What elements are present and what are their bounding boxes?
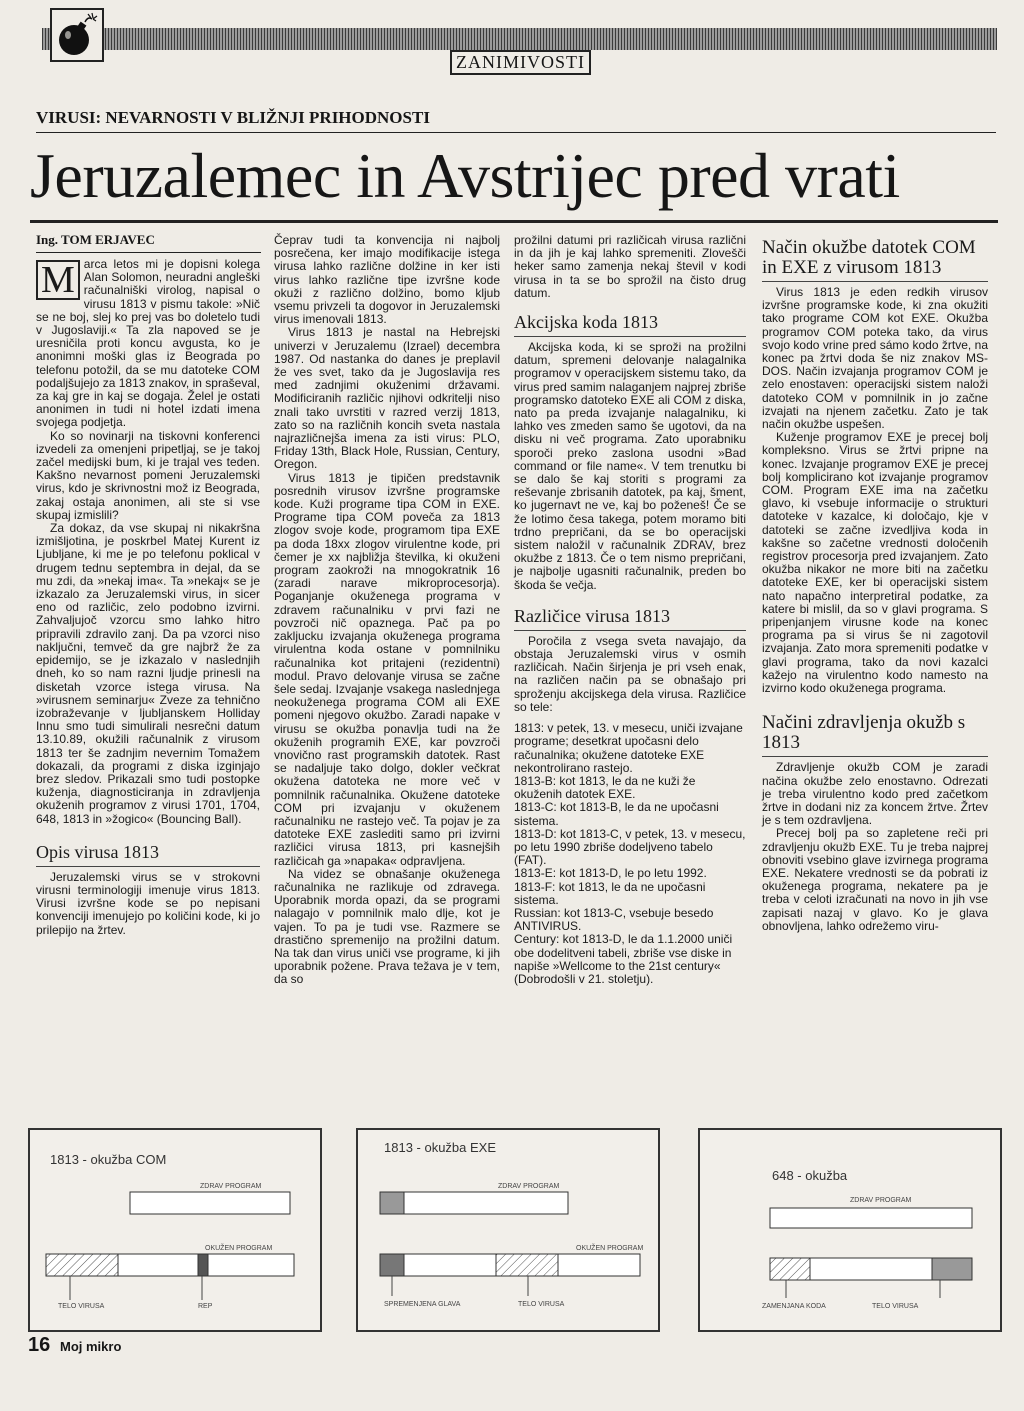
diagram-label: OKUŽEN PROGRAM [576,1245,644,1252]
diagram-label: TELO VIRUSA [58,1303,105,1310]
diagram-label: TELO VIRUSA [872,1303,919,1310]
kicker: VIRUSI: NEVARNOSTI V BLIŽNJI PRIHODNOSTI [36,108,430,127]
variant-item: 1813-C: kot 1813-B, le da ne upočasni sistema. [514,800,719,828]
page-number: 16 [28,1334,51,1356]
diagram-label: ZDRAV PROGRAM [200,1183,262,1190]
paragraph: Kuženje programov EXE je precej bolj kompleksno. Virus se žrtvi pripne na konec. Izvajanje programov EXE je precej bolj komplicirano kot izvajanje programov COM. Program EXE ima na začetku glavo, ki vsebuje informacije o strukturi datoteke v kazalce, ki določajo, kje v datoteki se začne izvedljiva koda in kakšne so začetne vrednosti določenih registrov procesorja pred izvajanjem. Zato okužba nikakor ne more biti na začetku datoteke EXE, ker bi operacijski sistem nato napačno interpretiral podatke, za katere bi mislil, da so v glavi programa. S pripenjanjem virusne kode na konec programa pa si virus še ni zagotovil izvajanja. Zato mora spremeniti podatke v glavi programa, tako da novi kazalci kažejo na virulentno kodo namesto na izvirno kodo okuženega programa. [762,430,988,696]
bomb-icon [50,8,104,62]
kicker-rule [36,132,996,133]
subhead-akcijska: Akcijska koda 1813 [514,312,746,337]
subhead-nacin: Način okužbe datotek COM in EXE z virusom 1813 [762,238,988,282]
paragraph: Akcijska koda, ki se sproži na prožilni datum, spremeni delovanje nalagalnika programov v operacijskem sistemu tako, da virus pred samim nalaganjem najprej zbriše programsko datoteko EXE ali COM z diska, nato pa preda izvajanje nalagalniku, ki lahko ves zmeden samo še ugotovi, da na disku ni več programa. Zato uporabniku sporoči preko zaslona usodni »Bad command or file name«. V tem trenutku bi se dalo še kaj storiti s programi za reševanje zbrisanih datotek, pa kaj, šment, ko jugernavt ne ve, kaj bo poženeš! Če se že lotimo česa takega, potem moramo biti trdno prepričani, da se bo operacijski sistem naložil v računalnik ZDRAV, brez okužbe z 1813. Če o tem nismo prepričani, je najbolje ugasniti računalnik, preden bo škoda še večja. [514,340,746,592]
subhead-opis: Opis virusa 1813 [36,842,260,867]
headline: Jeruzalemec in Avstrijec pred vrati [30,140,900,211]
dropcap: M [36,260,80,300]
paragraph: Virus 1813 je nastal na Hebrejski univerzi v Jeruzalemu (Izrael) decembra 1987. Od nastanka do danes je preplavil že ves svet, tako da je Jugoslavija res med zadnjimi okuženimi državami. Modificiranih različic njihovi odkritelji niso znali tako uvrstiti v razred verzij 1813, zato so na različnih koncih sveta nastala najrazličnejša imena za isti virus: PLO, Friday 13th, Black Hole, Russian, Century, Oregon. [274,325,500,472]
variant-item: Century: kot 1813-D, le da 1.1.2000 uniči obe dodelitveni tabeli, zbriše vse diske in napiše »Wellcome to the 21st century« (Dobrodošli v 21. stoletju). [514,932,733,986]
variant-item: 1813-D: kot 1813-C, v petek, 13. v mesecu, po letu 1990 zbriše dodeljveno tabelo (FAT). [514,826,746,868]
byline: Ing. TOM ERJAVEC [36,232,155,247]
paragraph: Precej bolj pa so zapletene reči pri zdravljenju okužb EXE. Tu je treba najprej obnoviti vsebino glave izvirnega programa EXE. Nekatere vrednosti se da pobrati iz okuženega programa, nekatere pa je treba v celoti izračunati na novo in jih vse zapisati nazaj v glavo. Ko je glava obnovljena, lahko odrežemo viru- [762,826,988,933]
subhead-razlicice: Različice virusa 1813 [514,606,746,631]
diagram-label: TELO VIRUSA [518,1301,565,1308]
diagram-title: 1813 - okužba EXE [384,1140,497,1155]
diagram-title: 1813 - okužba COM [50,1152,167,1167]
subhead-zdravljenje: Načini zdravljenja okužb s 1813 [762,713,988,757]
paragraph: prožilni datumi pri različicah virusa različni in da jih je kaj lahko spremeniti. Zlovešči heker samo zamenja nekaj števil v kodi virusa in ta se bo sprožil na čisto drug datum. [514,233,746,300]
paragraph: Zdravljenje okužb COM je zaradi načina okužbe zelo enostavno. Odrezati je treba virulentno kodo pred začetkom žrtve in dodani niz za koncem žrtve. Žrtev je s tem ozdravljena. [762,760,988,828]
paragraph: Za dokaz, da vse skupaj ni nikakršna izmišljotina, je poskrbel Matej Kurent iz Ljubljane, ki me je po telefonu poklical v drugem tednu septembra in dejal, da se mu zdi, da »nekaj ima«. Ta »nekaj« se je izkazalo za Jeruzalemski virus, in sicer eno od različic, zelo podobno izvirni. Zahvaljujoč vzorcu smo lahko hitro pripravili zdravilo zanj. Da pa vzorci niso naključni, temveč da gre najbrž že za epidemijo, se je izkazalo v naslednjih dneh, ko so nam razni ljudje prinesli na disketah vzorce istega virusa. Na »virusnem seminarju« Zveze za tehnično izobraževanje v ljubljanskem Holliday Innu smo tudi simulirali nesrečni datum 13.10.89, okužili računalnik z virusom 1813 ter še zadnjim nevernim Tomažem dokazali, da programi z diska izginjajo brez sledov. Prikazali smo tudi postopke kuženja, diagnosticiranja in zdravljenja okuženih programov z virusi 1701, 1704, 648, 1813 in »žogico« (Bouncing Ball). [36,521,260,826]
paragraph: Na videz se obnašanje okuženega računalnika ne razlikuje od zdravega. Uporabnik morda opazi, da se programi nalagajo v pomnilnik malo dlje, kot je vajen. To pa je tudi vse. Razmere se drastično spremenijo na prožilni datum. Na tak dan virus uniči vse programe, ki jih uporabnik požene. Prava težava je v tem, da so [274,866,500,987]
diagram-label: ZDRAV PROGRAM [498,1183,560,1190]
variant-item: 1813-F: kot 1813, le da ne upočasni sistema. [514,879,706,907]
diagram-label: OKUŽEN PROGRAM [205,1245,273,1252]
magazine-name: Moj mikro [60,1339,122,1354]
paragraph: Poročila z vsega sveta navajajo, da obstaja Jeruzalemski virus v osmih različicah. Način širjenja je pri vseh enak, na različen način pa se obnašajo pri sproženju akcijskega dela virusa. Različice so tele: [514,633,746,714]
column-4 [762,238,988,933]
diagram-label: SPREMENJENA GLAVA [384,1301,461,1308]
variant-item: 1813: v petek, 13. v mesecu, uniči izvajane programe; desetkrat upočasni delo računalnika; okužene datoteke EXE nekontrolirano rastejo. [514,721,743,775]
diagram-title: 648 - okužba [772,1168,848,1183]
variant-item: Russian: kot 1813-C, vsebuje besedo ANTIVIRUS. [514,905,714,934]
headline-rule [30,220,998,223]
diagram-label: REP [198,1303,213,1310]
diagram-label: ZDRAV PROGRAM [850,1197,912,1204]
byline-rule [36,252,261,253]
section-tag: ZANIMIVOSTI [450,50,591,75]
intro-paragraph: M arca letos mi je dopisni kolega Alan Solomon, neuradni angleški računalniški virolog, napisal o virusu 1813 v pismu takole: »Nič se ne boj, slej ko prej vas bo doletelo tudi v Jugoslaviji.« Ta zla napoved se je uresničila proti koncu avgusta, ko je anonimni moški glas iz Beograda po telefonu potožil, da se mu datoteke COM podaljšujejo za 1813 znakov, in spraševal, za kaj gre in kaj se dogaja. Želel je ostati anonimen in tudi ni hotel izdati imena svojega podjetja. [36,257,260,430]
variant-item: 1813-B: kot 1813, le da ne kuži že okuženih datotek EXE. [514,773,696,802]
diagram-label: ZAMENJANA KODA [762,1303,826,1310]
variant-item: 1813-E: kot 1813-D, le po letu 1992. [514,866,707,881]
column-3 [514,234,746,986]
paragraph: Čeprav tudi ta konvencija ni najbolj posrečena, ker imajo modifikacije istega virusa lahko različne dolžine in ker isti virus lahko različne tipe izvršne kode okuži z različno dolžino, bomo kljub vsemu privzeli ta dogovor in Jeruzalemski virus imenovali 1813. [274,233,500,327]
diagram-648 [698,1128,1002,1332]
paragraph: Virus 1813 je tipičen predstavnik posrednih virusov izvršne programske kode. Kuži programe tipa COM in EXE. Programe tipa COM poveča za 1813 zlogov svoje kode, programom tipa EXE pa doda 18xx zlogov virulentne kode, pri čemer je xx najbližja številka, ki okuženi program zaokroži na mnogokratnik 16 (zaradi narave mikroprocesorja). Poganjanje okuženega programa v zdravem računalniku v prvi fazi ne povzroči nič opaznega. Pač pa po zakljucku izvajanja okuženega programa virulentna koda ostane v pomnilniku računalnika kot pritajeni (rezidentni) modul. Pravo delovanje virusa se začne šele sedaj. Izvajanje vsakega naslednjega neokuženega programa COM ali EXE pomeni njegovo okužbo. Zaradi napake v virusu se okužba ponavlja tudi na že okuženih programih EXE, kar povzroči vnovično rast programskih datotek. Rast se nadaljuje tako dolgo, dokler večkrat okužena datoteka ne more več v pomnilnik računalnika. Okužene datoteke COM pri izvajanju v okuženem računalniku ne rastejo več. Ta pojav je za datoteke EXE zaslediti samo pri izvirni različici virusa 1813, pri kasnejših različicah ga »napaka« odpravljena. [274,470,500,868]
diagram-exe [356,1128,660,1332]
paragraph: Ko so novinarji na tiskovni konferenci izvedeli za omenjeni pripetljaj, se je takoj začel medijski bum, ki je trajal ves teden. Kakšno nevarnost pomeni Jeruzalemski virus, kdo je skrivnostni mož iz Beograda, zakaj ostaja anonimen, ali ste si vse skupaj izmislili? [36,428,260,522]
header-bar [42,28,997,50]
paragraph: Jeruzalemski virus se v strokovni virusni terminologiji imenuje virus 1813. Virusi izvršne kode se po nepisani konvenciji imenujejo po količini kode, ki jo prilepijo na žrtev. [36,869,260,937]
column-2 [274,234,500,987]
diagram-com [28,1128,322,1332]
paragraph: Virus 1813 je eden redkih virusov izvršne programske kode, ki zna okužiti tako programe COM kot EXE. Okužba programov COM poteka tako, da virus svojo kodo vrine pred sámo kodo žrtve, na konec pa žrtvi doda še niz znakov MS-DOS. Način izvajanja programov COM je zelo enostaven: operacijski sistem naloži datoteko COM v pomnilnik in jo začne izvajati na njenem začetku. Zato je tak način okužbe uspešen. [762,285,988,432]
column-1 [36,258,260,937]
